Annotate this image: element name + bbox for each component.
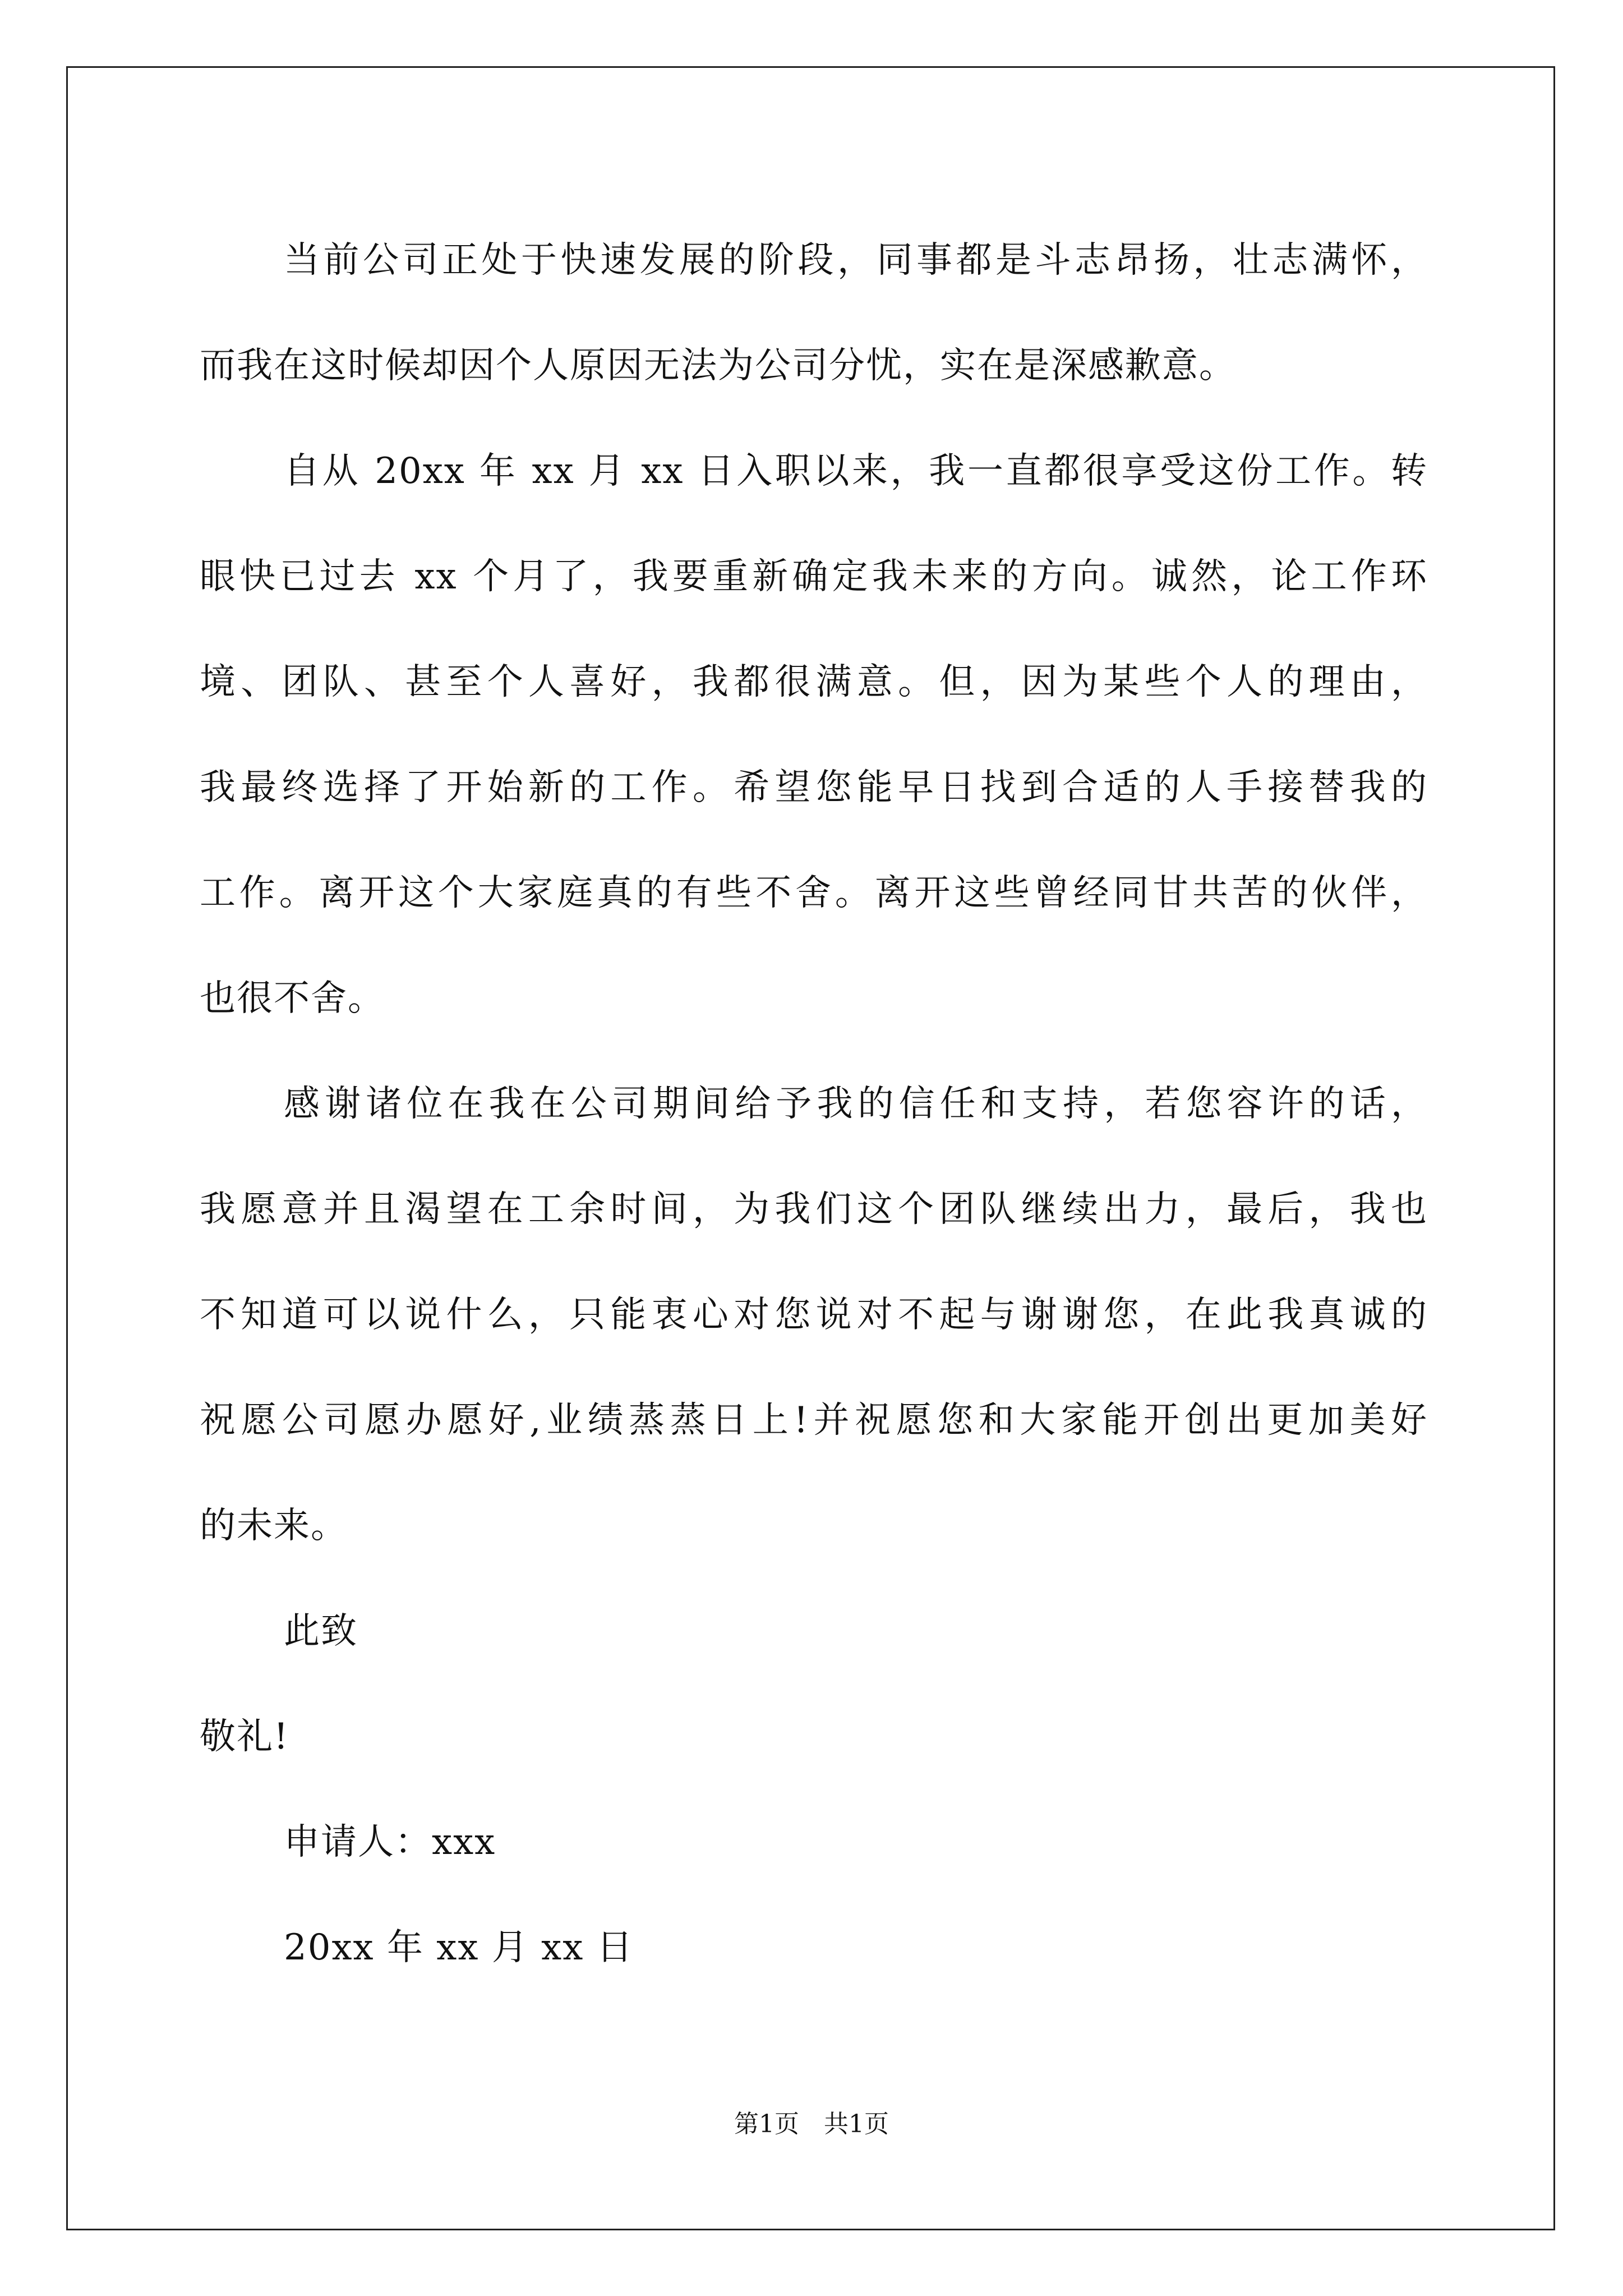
page-footer: 第1页 共1页 xyxy=(734,2110,889,2138)
paragraph-1-line-1: 当前公司正处于快速发展的阶段，同事都是斗志昂扬，壮志满怀， xyxy=(284,240,1428,281)
paragraph-2-line-3: 境、团队、甚至个人喜好，我都很满意。但，因为某些个人的理由， xyxy=(200,661,1428,703)
paragraph-2-line-2: 眼快已过去 xx 个月了，我要重新确定我未来的方向。诚然，论工作环 xyxy=(200,556,1428,597)
salutation: 敬礼! xyxy=(200,1716,289,1757)
paragraph-3-line-4: 祝愿公司愿办愿好,业绩蒸蒸日上!并祝愿您和大家能开创出更加美好 xyxy=(200,1400,1428,1441)
paragraph-2-line-1: 自从 20xx 年 xx 月 xx 日入职以来，我一直都很享受这份工作。转 xyxy=(284,450,1428,492)
paragraph-3-line-2: 我愿意并且渴望在工余时间，为我们这个团队继续出力，最后，我也 xyxy=(200,1189,1428,1230)
paragraph-2-line-4: 我最终选择了开始新的工作。希望您能早日找到合适的人手接替我的 xyxy=(200,767,1428,808)
date-line: 20xx 年 xx 月 xx 日 xyxy=(284,1927,634,1968)
paragraph-2-line-6: 也很不舍。 xyxy=(200,978,385,1019)
closing-phrase: 此致 xyxy=(284,1611,358,1652)
paragraph-2-line-5: 工作。离开这个大家庭真的有些不舍。离开这些曾经同甘共苦的伙伴， xyxy=(200,872,1428,914)
paragraph-3-line-3: 不知道可以说什么，只能衷心对您说对不起与谢谢您，在此我真诚的 xyxy=(200,1294,1428,1336)
paragraph-3-line-1: 感谢诸位在我在公司期间给予我的信任和支持，若您容许的话， xyxy=(284,1083,1428,1125)
applicant-line: 申请人：xxx xyxy=(284,1821,496,1863)
paragraph-1-line-2: 而我在这时候却因个人原因无法为公司分忧，实在是深感歉意。 xyxy=(200,345,1236,386)
paragraph-3-line-5: 的未来。 xyxy=(200,1505,348,1547)
